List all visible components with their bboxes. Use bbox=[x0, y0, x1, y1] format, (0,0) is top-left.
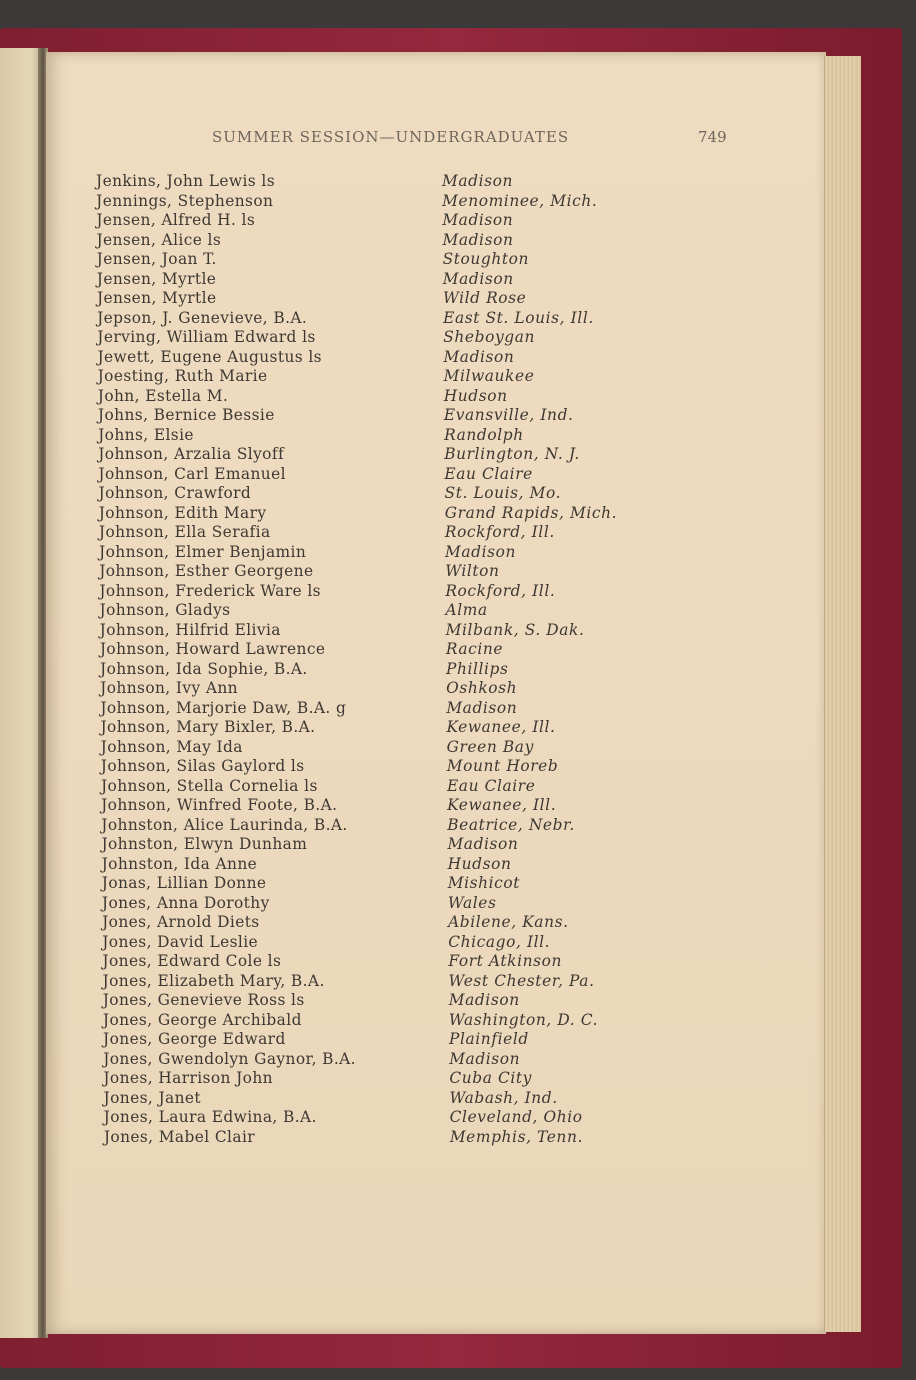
student-hometown: Madison bbox=[442, 230, 514, 249]
student-hometown: East St. Louis, Ill. bbox=[443, 308, 594, 327]
student-name: Jonas, Lillian Donne bbox=[101, 874, 267, 892]
student-name: Johns, Elsie bbox=[98, 425, 194, 444]
student-name: Johnson, Ida Sophie, B.A. bbox=[100, 659, 308, 678]
student-hometown: Milwaukee bbox=[443, 367, 535, 385]
student-hometown: Sheboygan bbox=[443, 328, 535, 346]
student-name: Johnson, Edith Mary bbox=[98, 503, 267, 522]
student-name: Jensen, Alice ls bbox=[96, 230, 222, 249]
list-item bbox=[97, 250, 656, 270]
student-name: Joesting, Ruth Marie bbox=[97, 367, 268, 385]
student-name: Jones, Janet bbox=[103, 1088, 202, 1107]
student-hometown: Plainfield bbox=[449, 1030, 529, 1048]
student-hometown: St. Louis, Mo. bbox=[444, 484, 562, 502]
student-name: Jerving, William Edward ls bbox=[97, 328, 316, 346]
list-item bbox=[100, 640, 656, 660]
list-item bbox=[97, 270, 656, 290]
student-hometown: Oshkosh bbox=[446, 679, 518, 697]
student-hometown: Rockford, Ill. bbox=[445, 581, 556, 600]
list-item bbox=[102, 952, 656, 972]
student-name: Johnson, Mary Bixler, B.A. bbox=[100, 718, 316, 736]
list-item bbox=[102, 874, 656, 894]
student-hometown: Madison bbox=[442, 211, 514, 229]
list-item bbox=[103, 1011, 656, 1031]
list-item bbox=[97, 328, 656, 348]
student-hometown: Cuba City bbox=[449, 1069, 532, 1087]
student-hometown: Madison bbox=[448, 991, 520, 1009]
student-name: Johnson, Silas Gaylord ls bbox=[100, 757, 305, 775]
student-name: Johnson, Crawford bbox=[98, 484, 252, 502]
student-name: Jewett, Eugene Augustus ls bbox=[97, 347, 322, 366]
student-name: Johnson, Hilfrid Elivia bbox=[99, 620, 281, 639]
student-hometown: Kewanee, Ill. bbox=[447, 796, 557, 814]
student-name: Jensen, Myrtle bbox=[96, 269, 217, 288]
student-name: Johns, Bernice Bessie bbox=[97, 406, 275, 424]
student-hometown: Madison bbox=[445, 542, 517, 561]
list-item bbox=[97, 348, 656, 368]
student-hometown: Wild Rose bbox=[442, 289, 527, 307]
student-hometown: Eau Claire bbox=[444, 464, 533, 483]
list-item bbox=[98, 445, 656, 465]
student-name: Jones, Laura Edwina, B.A. bbox=[103, 1108, 317, 1126]
list-item bbox=[98, 426, 656, 446]
list-item bbox=[104, 1108, 656, 1128]
student-hometown: Wilton bbox=[445, 562, 500, 580]
student-name: Jones, Anna Dorothy bbox=[101, 893, 270, 912]
student-name: Jepson, J. Genevieve, B.A. bbox=[97, 308, 308, 327]
student-hometown: Madison bbox=[446, 698, 518, 717]
list-item bbox=[99, 543, 656, 563]
student-hometown: Racine bbox=[445, 640, 504, 658]
student-name: Johnson, Howard Lawrence bbox=[99, 640, 326, 658]
list-item bbox=[103, 991, 656, 1011]
student-hometown: Madison bbox=[442, 269, 514, 288]
student-name: Jennings, Stephenson bbox=[96, 191, 274, 210]
list-item bbox=[101, 757, 656, 777]
list-item bbox=[101, 777, 656, 797]
student-hometown: Hudson bbox=[443, 386, 508, 405]
list-item bbox=[104, 1128, 656, 1148]
list-item bbox=[104, 1089, 656, 1109]
list-item bbox=[100, 679, 656, 699]
student-list bbox=[96, 172, 656, 1147]
list-item bbox=[103, 972, 656, 992]
student-name: Johnson, Marjorie Daw, B.A. g bbox=[100, 698, 347, 717]
student-hometown: Madison bbox=[443, 347, 515, 366]
student-name: Jones, David Leslie bbox=[102, 932, 259, 951]
student-hometown: Mount Horeb bbox=[446, 757, 559, 775]
student-hometown: Washington, D. C. bbox=[448, 1010, 599, 1029]
student-name: Johnson, May Ida bbox=[100, 737, 243, 756]
list-item bbox=[100, 699, 656, 719]
student-hometown: Madison bbox=[449, 1049, 521, 1068]
list-item bbox=[99, 562, 656, 582]
student-hometown: Beatrice, Nebr. bbox=[447, 815, 575, 834]
list-item bbox=[102, 894, 656, 914]
student-name: Jones, George Archibald bbox=[102, 1010, 302, 1029]
page-number: 749 bbox=[698, 128, 727, 146]
student-name: Jones, Mabel Clair bbox=[103, 1127, 256, 1146]
student-hometown: Madison bbox=[447, 835, 519, 853]
student-hometown: Hudson bbox=[447, 854, 512, 873]
list-item bbox=[99, 504, 656, 524]
list-item bbox=[101, 816, 656, 836]
student-name: Johnston, Ida Anne bbox=[101, 854, 258, 873]
list-item bbox=[102, 933, 656, 953]
list-item bbox=[98, 406, 656, 426]
student-name: Johnson, Elmer Benjamin bbox=[99, 542, 307, 561]
list-item bbox=[99, 582, 656, 602]
student-hometown: Mishicot bbox=[447, 874, 521, 892]
list-item bbox=[97, 309, 656, 329]
student-hometown: Menominee, Mich. bbox=[442, 191, 598, 210]
student-hometown: Grand Rapids, Mich. bbox=[444, 503, 618, 522]
student-hometown: West Chester, Pa. bbox=[448, 971, 595, 990]
student-name: Jensen, Alfred H. ls bbox=[96, 211, 256, 229]
student-name: Johnson, Carl Emanuel bbox=[98, 464, 286, 483]
student-name: Johnson, Ivy Ann bbox=[100, 679, 238, 697]
student-name: Jensen, Myrtle bbox=[96, 289, 217, 307]
student-name: Johnson, Winfred Foote, B.A. bbox=[101, 796, 338, 814]
list-item bbox=[101, 835, 656, 855]
page-stack-edges bbox=[824, 56, 861, 1332]
running-head: SUMMER SESSION—UNDERGRADUATES bbox=[212, 128, 570, 146]
student-name: Jones, Elizabeth Mary, B.A. bbox=[102, 971, 325, 990]
student-name: Jones, Harrison John bbox=[103, 1069, 273, 1087]
student-hometown: Fort Atkinson bbox=[448, 952, 562, 970]
student-name: Johnson, Esther Georgene bbox=[99, 562, 314, 580]
student-name: Johnston, Elwyn Dunham bbox=[101, 835, 308, 853]
student-hometown: Chicago, Ill. bbox=[448, 932, 551, 951]
list-item bbox=[97, 289, 656, 309]
student-name: Jones, Gwendolyn Gaynor, B.A. bbox=[103, 1049, 356, 1068]
list-item bbox=[101, 738, 656, 758]
list-item bbox=[100, 718, 656, 738]
student-name: Jones, Edward Cole ls bbox=[102, 952, 282, 970]
student-hometown: Abilene, Kans. bbox=[448, 913, 569, 931]
student-name: Jones, George Edward bbox=[103, 1030, 286, 1048]
student-hometown: Kewanee, Ill. bbox=[446, 718, 556, 736]
student-name: Jones, Genevieve Ross ls bbox=[102, 991, 305, 1009]
student-hometown: Eau Claire bbox=[446, 776, 536, 795]
list-item bbox=[100, 660, 656, 680]
student-name: Johnson, Stella Cornelia ls bbox=[100, 776, 318, 795]
list-item bbox=[96, 211, 656, 231]
student-hometown: Phillips bbox=[446, 659, 509, 678]
list-item bbox=[102, 855, 656, 875]
student-hometown: Cleveland, Ohio bbox=[449, 1108, 583, 1126]
list-item bbox=[101, 796, 656, 816]
student-name: Jones, Arnold Diets bbox=[102, 913, 260, 931]
student-hometown: Alma bbox=[445, 601, 488, 619]
list-item bbox=[103, 1069, 656, 1089]
student-hometown: Burlington, N. J. bbox=[444, 445, 580, 463]
student-name: Johnson, Ella Serafia bbox=[98, 523, 271, 541]
list-item bbox=[103, 1050, 656, 1070]
list-item bbox=[96, 192, 656, 212]
list-item bbox=[103, 1030, 656, 1050]
list-item bbox=[100, 601, 656, 621]
student-name: Johnson, Frederick Ware ls bbox=[99, 581, 321, 600]
list-item bbox=[99, 523, 656, 543]
list-item bbox=[98, 367, 656, 387]
student-name: Johnson, Arzalia Slyoff bbox=[98, 445, 285, 463]
student-name: Johnson, Gladys bbox=[99, 601, 231, 619]
list-item bbox=[96, 231, 656, 251]
list-item bbox=[102, 913, 656, 933]
student-hometown: Milbank, S. Dak. bbox=[445, 620, 585, 639]
student-name: Johnston, Alice Laurinda, B.A. bbox=[101, 815, 348, 834]
student-hometown: Randolph bbox=[444, 425, 524, 444]
student-name: Jensen, Joan T. bbox=[96, 250, 217, 268]
student-hometown: Stoughton bbox=[442, 250, 530, 268]
student-hometown: Green Bay bbox=[446, 737, 534, 756]
student-hometown: Rockford, Ill. bbox=[444, 523, 555, 541]
list-item bbox=[99, 484, 656, 504]
student-hometown: Memphis, Tenn. bbox=[449, 1127, 583, 1146]
list-item bbox=[96, 172, 656, 192]
list-item bbox=[98, 387, 656, 407]
list-item bbox=[98, 465, 656, 485]
student-hometown: Wales bbox=[447, 893, 497, 912]
student-name: John, Estella M. bbox=[97, 386, 229, 405]
student-name: Jenkins, John Lewis ls bbox=[96, 172, 276, 190]
list-item bbox=[100, 621, 656, 641]
student-hometown: Madison bbox=[442, 172, 513, 190]
student-hometown: Evansville, Ind. bbox=[443, 406, 574, 424]
student-hometown: Wabash, Ind. bbox=[449, 1088, 558, 1107]
